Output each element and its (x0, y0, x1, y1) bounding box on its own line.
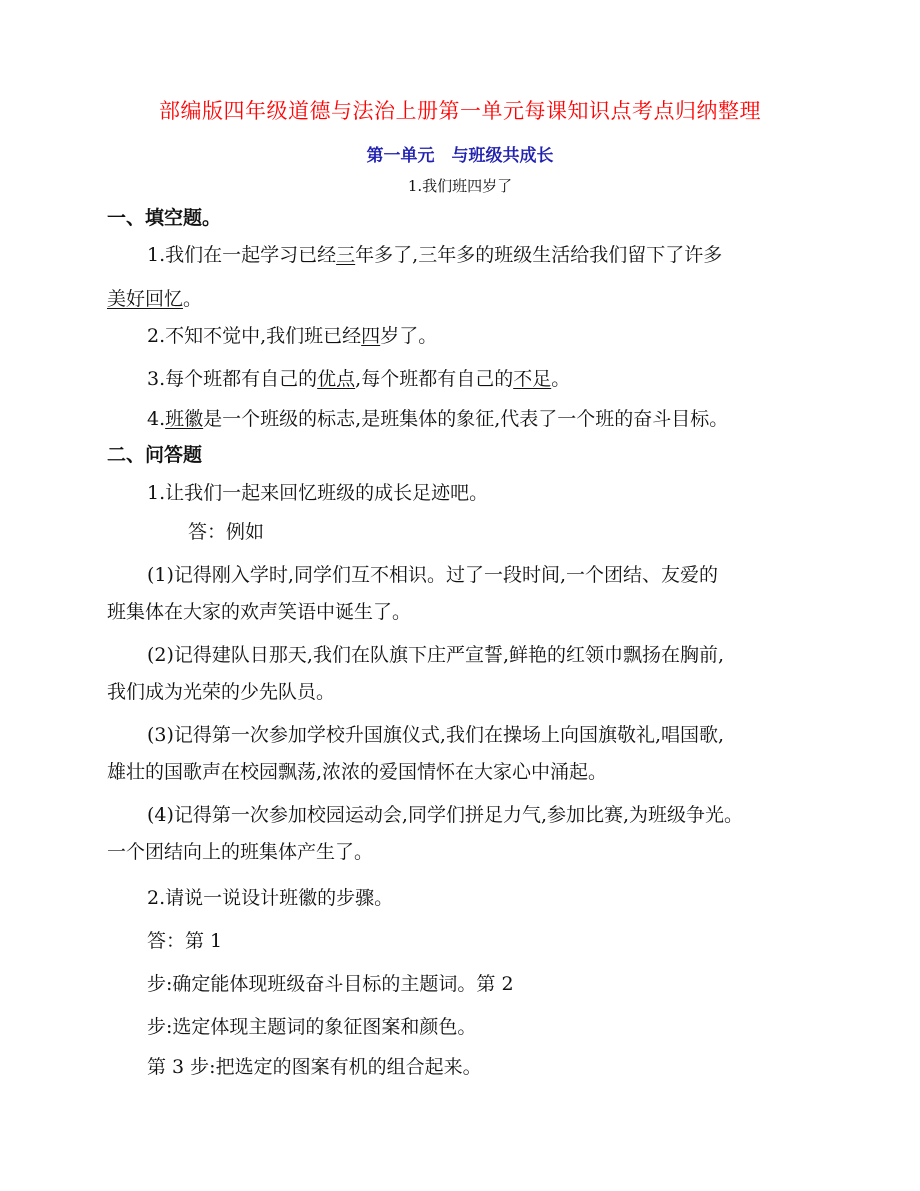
memory-item-2-line1: (2)记得建队日那天,我们在队旗下庄严宣誓,鲜艳的红领巾飘扬在胸前, (147, 644, 725, 666)
answer-step-line-4: 第 3 步:把选定的图案有机的组合起来。 (147, 1056, 482, 1078)
qa-question-2: 2.请说一说设计班徽的步骤。 (147, 887, 394, 909)
memory-item-3-line2: 雄壮的国歌声在校园飘荡,浓浓的爱国情怀在大家心中涌起。 (107, 761, 608, 783)
unit-title: 第一单元 与班级共成长 (366, 146, 554, 166)
qa-answer-intro: 答：例如 (188, 521, 265, 543)
fill-question-1-continued: 美好回忆。 (107, 288, 203, 310)
lesson-title: 1.我们班四岁了 (407, 177, 513, 195)
answer-blank: 四 (361, 325, 381, 347)
memory-item-3-line1: (3)记得第一次参加学校升国旗仪式,我们在操场上向国旗敬礼,唱国歌, (147, 724, 725, 746)
answer-blank: 班徽 (165, 408, 204, 430)
answer-blank: 优点 (317, 368, 356, 390)
fill-question-2: 2.不知不觉中,我们班已经四岁了。 (147, 325, 438, 347)
section-heading-qa: 二、问答题 (107, 444, 203, 466)
fill-question-3: 3.每个班都有自己的优点,每个班都有自己的不足。 (147, 368, 571, 390)
memory-item-1-line2: 班集体在大家的欢声笑语中诞生了。 (107, 601, 412, 623)
memory-item-2-line2: 我们成为光荣的少先队员。 (107, 681, 336, 703)
answer-blank: 不足 (513, 368, 552, 390)
document-title: 部编版四年级道德与法治上册第一单元每课知识点考点归纳整理 (159, 99, 761, 123)
memory-item-4-line2: 一个团结向上的班集体产生了。 (107, 841, 374, 863)
memory-item-1-line1: (1)记得刚入学时,同学们互不相识。过了一段时间,一个团结、友爱的 (147, 564, 718, 586)
fill-question-4: 4.班徽是一个班级的标志,是班集体的象征,代表了一个班的奋斗目标。 (147, 408, 729, 430)
fill-question-1: 1.我们在一起学习已经三年多了,三年多的班级生活给我们留下了许多 (147, 244, 723, 266)
memory-item-4-line1: (4)记得第一次参加校园运动会,同学们拼足力气,参加比赛,为班级争光。 (147, 804, 744, 826)
answer-blank: 美好回忆 (107, 288, 184, 310)
answer-step-line-1: 答：第 1 (147, 930, 223, 952)
section-heading-fill-blank: 一、填空题。 (107, 207, 222, 229)
answer-step-line-3: 步:选定体现主题词的象征图案和颜色。 (147, 1016, 477, 1038)
qa-question-1: 1.让我们一起来回忆班级的成长足迹吧。 (147, 482, 489, 504)
answer-blank: 三 (336, 244, 356, 266)
answer-step-line-2: 步:确定能体现班级奋斗目标的主题词。第 2 (147, 973, 514, 995)
